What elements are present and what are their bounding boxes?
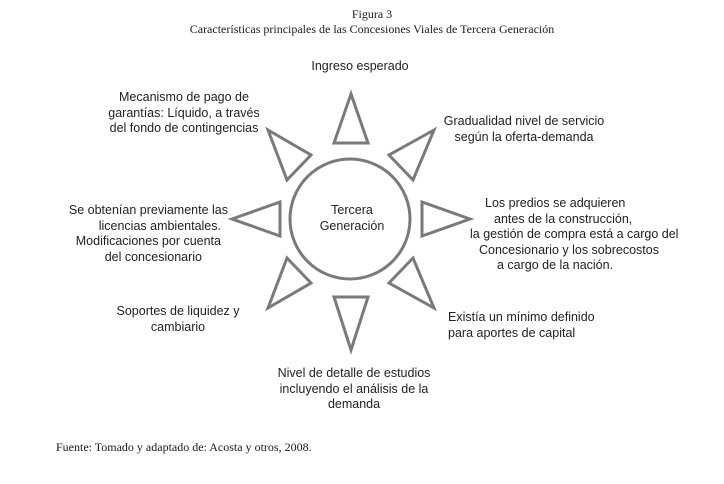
figure-number: Figura 3 — [351, 7, 393, 21]
ray-left — [232, 202, 280, 236]
ray-bottom — [334, 297, 368, 350]
label-predios: Los predios se adquieren antes de la construcción, la gestión de compra está a cargo del Concesionario y los sobrecostos a cargo de la nación. — [470, 196, 679, 272]
label-nivel-detalle: Nivel de detalle de estudios incluyendo el análisis de la demanda — [277, 366, 431, 411]
ray-top-right — [389, 130, 434, 180]
source-note: Fuente: Tomado y adaptado de: Acosta y otros, 2008. — [56, 440, 312, 454]
label-licencias: Se obtenían previamente las licencias ambientales. Modificaciones por cuenta del concesionario — [68, 203, 228, 264]
figure-title: Características principales de las Concesiones Viales de Tercera Generación — [189, 22, 555, 36]
ray-right — [422, 202, 470, 236]
ray-bottom-right — [389, 258, 434, 308]
label-minimo-capital: Existía un mínimo definido para aportes de capital — [448, 310, 595, 340]
ray-top-left — [268, 130, 311, 180]
ray-bottom-left — [268, 258, 311, 308]
label-soportes-liquidez: Soportes de liquidez y cambiario — [116, 304, 240, 334]
ray-top — [334, 94, 368, 143]
label-mecanismo-pago: Mecanismo de pago de garantías: Líquido, a través del fondo de contingencias — [108, 90, 260, 135]
label-gradualidad: Gradualidad nivel de servicio según la oferta-demanda — [443, 114, 605, 144]
center-label: Tercera Generación — [319, 203, 385, 233]
label-ingreso-esperado: Ingreso esperado — [311, 59, 409, 73]
